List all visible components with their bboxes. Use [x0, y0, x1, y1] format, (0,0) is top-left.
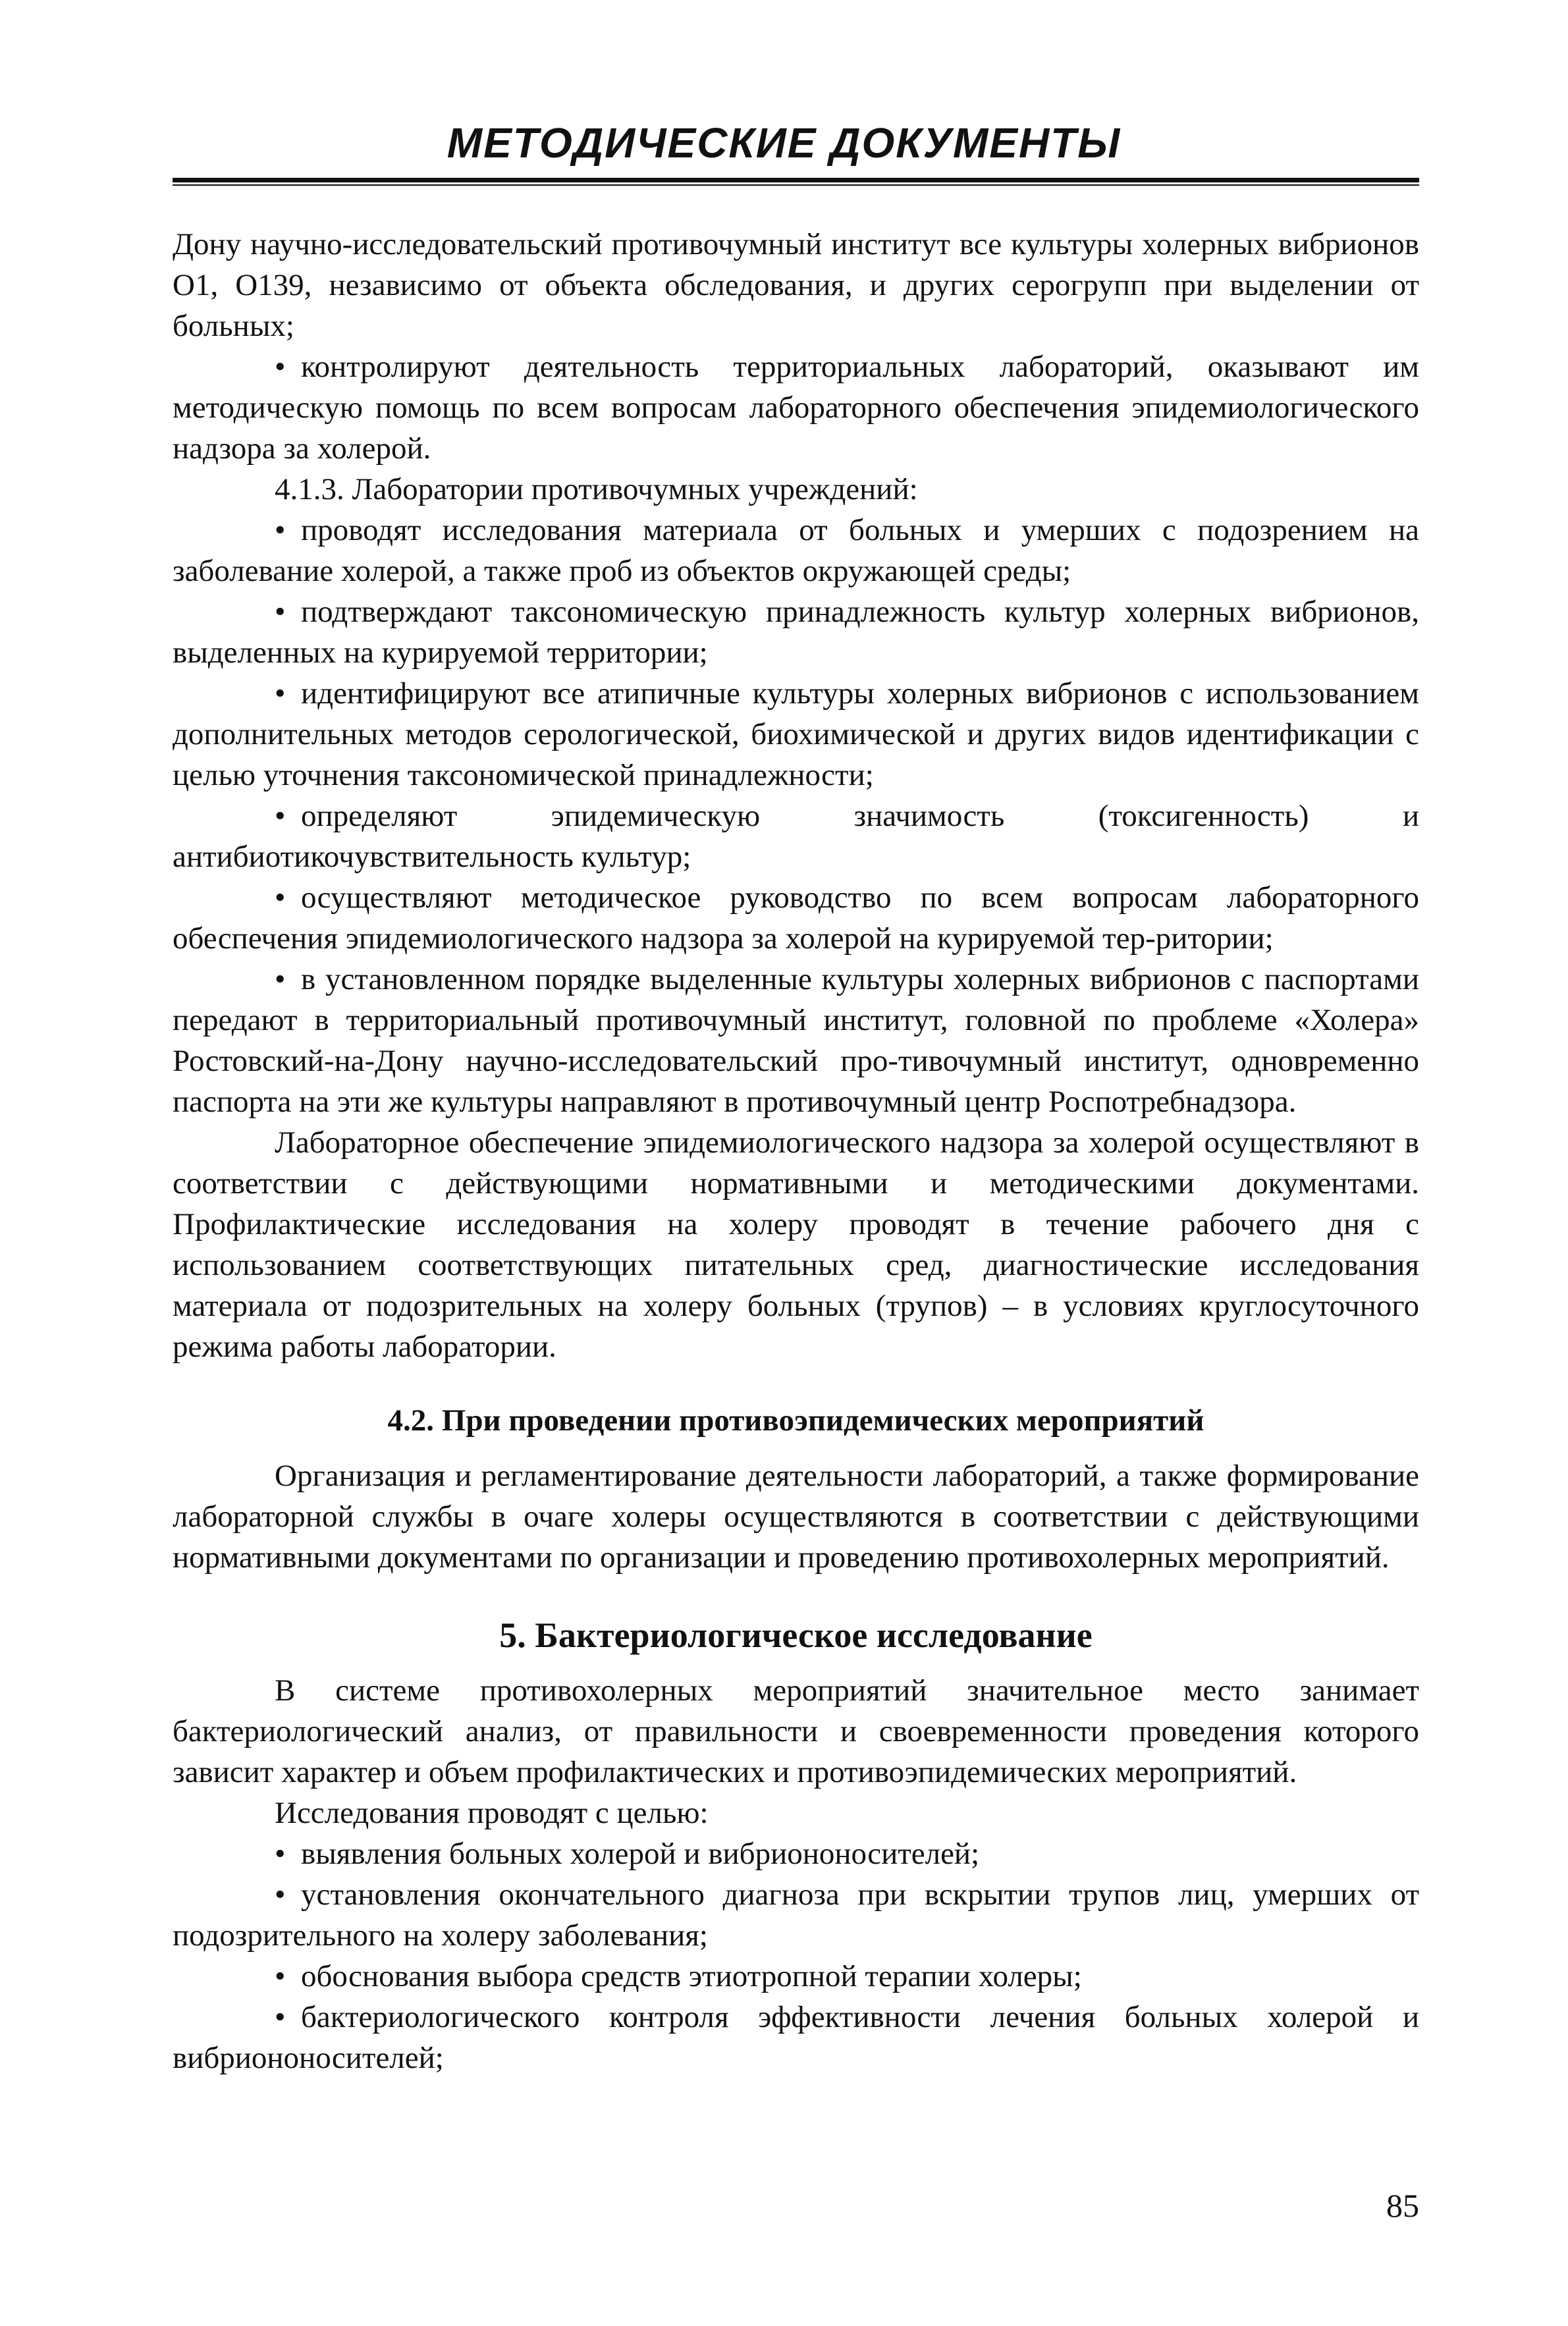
bullet-icon: •	[275, 1959, 286, 1993]
paragraph: Организация и регламентирование деятельности лабораторий, а также формирование лабораторной службы в очаге холеры осуществляются в соответствии с действующими нормативными документами по организации и проведению противохолерных мероприятий.	[173, 1459, 1419, 1575]
bullet-icon: •	[275, 513, 286, 547]
bullet-item	[173, 959, 1419, 1122]
page-body	[173, 224, 1419, 2078]
bullet-icon: •	[275, 962, 286, 996]
header-rule	[173, 178, 1419, 182]
bullet-icon: •	[275, 676, 286, 711]
paragraph: Лабораторное обеспечение эпидемиологического надзора за холерой осуществляют в соответствии с действующими нормативными и методическими документами. Профилактические исследования на холеру проводят в течение рабочего дня с использованием соответствующих питательных сред, диагностические исследования материала от подозрительных на холеру больных (трупов) – в условиях круглосуточного режима работы лаборатории.	[173, 1125, 1419, 1364]
bullet-text: бактериологического контроля эффективности лечения больных холерой и вибриононосителей;	[173, 2000, 1419, 2075]
bullet-icon: •	[275, 350, 286, 384]
bullet-item	[173, 591, 1419, 673]
bullet-item	[173, 877, 1419, 959]
paragraph: Дону научно-исследовательский противочумный институт все культуры холерных вибрионов O1, O139, независимо от объекта обследования, и других серогрупп при выделении от больных;	[173, 227, 1419, 343]
bullet-text: определяют эпидемическую значимость (токсигенность) и антибиотикочувствительность культур;	[173, 799, 1419, 874]
bullet-text: обоснования выбора средств этиотропной терапии холеры;	[301, 1959, 1082, 1993]
section-heading-4-2: 4.2. При проведении противоэпидемических мероприятий	[387, 1403, 1204, 1438]
paragraph: В системе противохолерных мероприятий значительное место занимает бактериологический анализ, от правильности и своевременности проведения которого зависит характер и объем профилактических и противоэпидемических мероприятий.	[173, 1673, 1419, 1789]
subsection-label: 4.1.3. Лаборатории противочумных учреждений:	[275, 472, 918, 506]
bullet-text: осуществляют методическое руководство по всем вопросам лабораторного обеспечения эпидемиологического надзора за холерой на курируемой тер-ритории;	[173, 880, 1419, 956]
bullet-icon: •	[275, 2000, 286, 2034]
page-number: 85	[1386, 2187, 1419, 2224]
bullet-icon: •	[275, 880, 286, 915]
bullet-item	[173, 510, 1419, 591]
header-rule-thin	[173, 184, 1419, 186]
bullet-icon: •	[275, 1878, 286, 1912]
bullet-item	[173, 346, 1419, 469]
bullet-text: установления окончательного диагноза при вскрытии трупов лиц, умерших от подозрительного на холеру заболевания;	[173, 1878, 1419, 1953]
bullet-item	[173, 1833, 1419, 1874]
bullet-text: в установленном порядке выделенные культуры холерных вибрионов с паспортами передают в территориальный противочумный институт, головной по проблеме «Холера» Ростовский-на-Дону научно-исследовательский про-тивочумный институт, одновременно паспорта на эти же культуры направляют в противочумный центр Роспотребнадзора.	[173, 962, 1419, 1119]
bullet-item	[173, 1956, 1419, 1997]
bullet-item	[173, 796, 1419, 877]
section-heading-5: 5. Бактериологическое исследование	[499, 1615, 1093, 1655]
bullet-text: выявления больных холерой и вибриононосителей;	[301, 1837, 980, 1871]
running-header-title: МЕТОДИЧЕСКИЕ ДОКУМЕНТЫ	[446, 119, 1122, 167]
bullet-text: идентифицируют все атипичные культуры холерных вибрионов с использованием дополнительных методов серологической, биохимической и других видов идентификации с целью уточнения таксономической принадлежности;	[173, 676, 1419, 792]
paragraph: Исследования проводят с целью:	[275, 1796, 709, 1830]
bullet-text: проводят исследования материала от больных и умерших с подозрением на заболевание холерой, а также проб из объектов окружающей среды;	[173, 513, 1419, 588]
bullet-item	[173, 1874, 1419, 1956]
bullet-text: контролируют деятельность территориальных лабораторий, оказывают им методическую помощь по всем вопросам лабораторного обеспечения эпидемиологического надзора за холерой.	[173, 350, 1419, 466]
bullet-item	[173, 673, 1419, 796]
bullet-icon: •	[275, 595, 286, 629]
bullet-text: подтверждают таксономическую принадлежность культур холерных вибрионов, выделенных на курируемой территории;	[173, 595, 1419, 670]
bullet-icon: •	[275, 799, 286, 833]
bullet-icon: •	[275, 1837, 286, 1871]
bullet-item	[173, 1997, 1419, 2078]
